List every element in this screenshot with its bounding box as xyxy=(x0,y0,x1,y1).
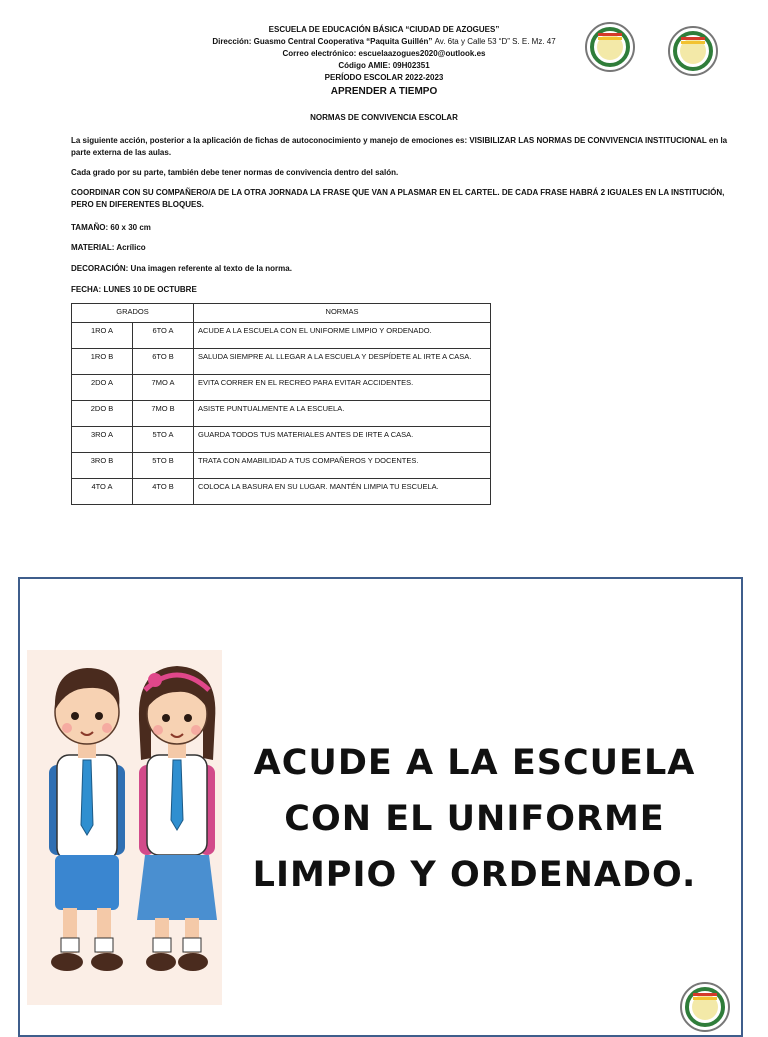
grades-header: GRADOS xyxy=(72,304,194,323)
school-period: PERÍODO ESCOLAR 2022-2023 xyxy=(324,73,444,82)
grade-cell: 2DO B xyxy=(72,401,133,427)
grade-cell: 5TO A xyxy=(133,427,194,453)
table-row xyxy=(72,349,491,375)
decoration-line: DECORACIÓN: Una imagen referente al texto de la norma. xyxy=(71,264,292,273)
date-line: FECHA: LUNES 10 DE OCTUBRE xyxy=(71,285,197,294)
school-name: ESCUELA DE EDUCACIÓN BÁSICA “CIUDAD DE AZOGUES” xyxy=(268,25,500,34)
grade-cell: 7MO A xyxy=(133,375,194,401)
amie-code: Código AMIE: 09H02351 xyxy=(338,61,430,70)
norm-cell: SALUDA SIEMPRE AL LLEGAR A LA ESCUELA Y DESPÍDETE AL IRTE A CASA. xyxy=(194,349,491,375)
grade-cell: 1RO A xyxy=(72,323,133,349)
grade-cell: 3RO A xyxy=(72,427,133,453)
document-subtitle: NORMAS DE CONVIVENCIA ESCOLAR xyxy=(310,113,458,122)
letterhead xyxy=(150,24,618,97)
school-address: Dirección: Guasmo Central Cooperativa “Paquita Guillén” Av. 6ta y Calle 53 “D” S. E. Mz. 47 xyxy=(212,37,556,46)
table-row xyxy=(72,427,491,453)
material-line: MATERIAL: Acrílico xyxy=(71,243,146,252)
program-title: APRENDER A TIEMPO xyxy=(330,86,438,97)
poster-line: LIMPIO Y ORDENADO. xyxy=(252,855,697,895)
grade-cell: 6TO A xyxy=(133,323,194,349)
instruction-paragraph: Cada grado por su parte, también debe tener normas de convivencia dentro del salón. xyxy=(71,168,399,177)
instruction-paragraph: COORDINAR CON SU COMPAÑERO/A DE LA OTRA JORNADA LA FRASE QUE VAN A PLASMAR EN EL CARTEL. DE CADA FRASE HABRÁ 2 IGUALES EN LA INSTITUCIÓN, PERO EN DIFERENTES BLOQUES. xyxy=(71,188,725,209)
norm-cell: GUARDA TODOS TUS MATERIALES ANTES DE IRTE A CASA. xyxy=(194,427,491,453)
table-row xyxy=(72,453,491,479)
grade-cell: 7MO B xyxy=(133,401,194,427)
norm-cell: COLOCA LA BASURA EN SU LUGAR. MANTÉN LIMPIA TU ESCUELA. xyxy=(194,479,491,505)
table-header-row xyxy=(72,304,491,323)
table-row xyxy=(72,401,491,427)
grade-cell: 1RO B xyxy=(72,349,133,375)
grade-cell: 3RO B xyxy=(72,453,133,479)
instruction-paragraph: La siguiente acción, posterior a la aplicación de fichas de autoconocimiento y manejo de emociones es: VISIBILIZAR LAS NORMAS DE CONVIVENCIA INSTITUCIONAL en la parte externa de las aulas. xyxy=(71,136,728,157)
school-seal-icon xyxy=(585,22,635,72)
norm-cell: ASISTE PUNTUALMENTE A LA ESCUELA. xyxy=(194,401,491,427)
school-seal-icon xyxy=(668,26,718,76)
grade-cell: 4TO B xyxy=(133,479,194,505)
poster-line: ACUDE A LA ESCUELA xyxy=(253,743,696,783)
boy-figure xyxy=(49,668,125,971)
poster-text xyxy=(232,735,717,903)
norms-table xyxy=(71,303,491,505)
grade-cell: 4TO A xyxy=(72,479,133,505)
table-row xyxy=(72,479,491,505)
size-line: TAMAÑO: 60 x 30 cm xyxy=(71,223,151,232)
norms-header: NORMAS xyxy=(194,304,491,323)
grade-cell: 5TO B xyxy=(133,453,194,479)
grade-cell: 6TO B xyxy=(133,349,194,375)
girl-figure xyxy=(137,666,217,971)
norm-cell: EVITA CORRER EN EL RECREO PARA EVITAR ACCIDENTES. xyxy=(194,375,491,401)
table-row xyxy=(72,323,491,349)
school-email: Correo electrónico: escuelaazogues2020@outlook.es xyxy=(282,49,486,58)
norm-cell: ACUDE A LA ESCUELA CON EL UNIFORME LIMPIO Y ORDENADO. xyxy=(194,323,491,349)
school-seal-icon xyxy=(680,982,730,1032)
students-illustration xyxy=(27,650,222,1005)
grade-cell: 2DO A xyxy=(72,375,133,401)
poster-line: CON EL UNIFORME xyxy=(284,799,665,839)
table-row xyxy=(72,375,491,401)
norm-cell: TRATA CON AMABILIDAD A TUS COMPAÑEROS Y DOCENTES. xyxy=(194,453,491,479)
